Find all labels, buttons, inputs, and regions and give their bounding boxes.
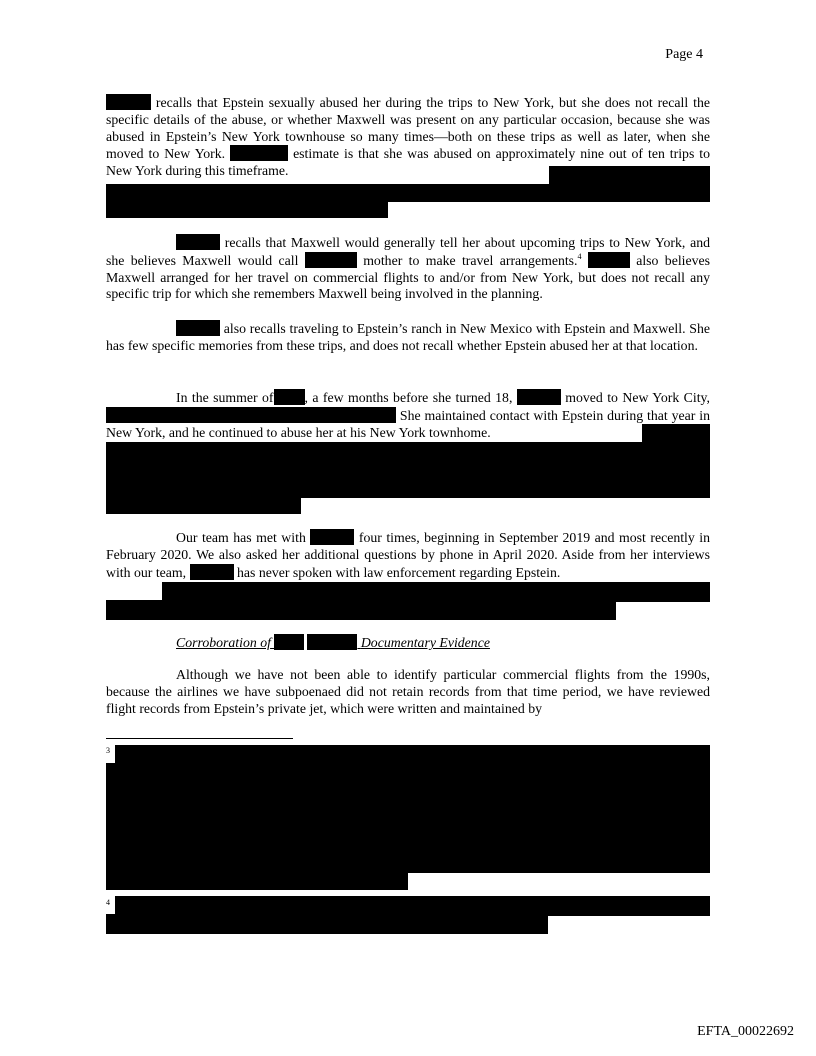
footnote-number-3: 3 [106, 746, 110, 755]
footnote-divider [106, 738, 293, 739]
redaction [106, 763, 710, 873]
redaction [106, 407, 396, 423]
redaction [106, 200, 388, 218]
paragraph-5 [106, 529, 710, 581]
paragraph-3 [106, 320, 710, 355]
footnote-number-4: 4 [106, 898, 110, 907]
redaction [176, 320, 220, 336]
paragraph-5-text-b: four times, beginning in September 2019 and most recently in February 2020. We also asked her additional questions by phone in April 2020. Aside from her interviews with our team, [106, 530, 710, 580]
redaction [307, 634, 357, 650]
redaction [230, 145, 288, 161]
redaction [106, 871, 408, 890]
redaction [176, 234, 220, 250]
redaction [274, 634, 304, 650]
redaction [106, 914, 548, 934]
paragraph-4-text-a: In the summer of [176, 390, 274, 405]
redaction [549, 166, 710, 186]
paragraph-5-text-c: has never spoken with law enforcement regarding Epstein. [237, 564, 561, 580]
document-id: EFTA_00022692 [697, 1024, 794, 1039]
redaction [106, 94, 151, 110]
paragraph-4-text-b: , a few months before she turned 18, [304, 390, 513, 405]
redaction [274, 389, 305, 405]
paragraph-2-text-b: mother to make travel arrangements. [363, 252, 578, 268]
redaction [115, 745, 710, 765]
redaction [106, 496, 301, 514]
paragraph-6 [106, 667, 710, 717]
paragraph-2-text-c: also believes Maxwell arranged for her travel on commercial flights to and/or from New York, but does not recall any specific trip for which she remembers Maxwell being involved in the planning. [106, 252, 711, 302]
redaction [106, 442, 710, 498]
redaction [305, 252, 357, 268]
redaction [642, 424, 710, 444]
section-heading [176, 634, 490, 651]
paragraph-5-text-a: Our team has met with [176, 530, 306, 545]
paragraph-4-text-d: She maintained contact with Epstein during that year in New York, and he continued to abuse her at his New York townhome. [106, 407, 710, 440]
redaction [517, 389, 561, 405]
redaction [115, 896, 710, 916]
paragraph-4 [106, 389, 710, 441]
footnote-ref-4: 4 [577, 251, 582, 261]
heading-text-a: Corroboration of [176, 635, 271, 650]
paragraph-6-text: Although we have not been able to identify particular commercial flights from the 1990s, because the airlines we have subpoenaed did not retain records from that time period, we have reviewed flight records from Epstein’s private jet, which were written and maintained by [106, 667, 710, 716]
paragraph-4-text-c: moved to New York City, [565, 390, 711, 405]
redaction [588, 252, 630, 268]
redaction [310, 529, 354, 545]
heading-text-b: Documentary Evidence [360, 635, 490, 650]
page-number: Page 4 [665, 47, 703, 62]
paragraph-2 [106, 234, 710, 303]
paragraph-1-text: recalls that Epstein sexually abused her during the trips to New York, but she does not recall the specific details of the abuse, or whether Maxwell was present on any particular occasion, because she was abused in Epstein’s New York townhouse so many times—both on these trips as well as later, when she moved to New York. [106, 95, 710, 162]
paragraph-2-text-a: recalls that Maxwell would generally tell her about upcoming trips to New York, and she believes Maxwell would call [106, 235, 710, 268]
redaction [106, 600, 616, 620]
redaction [190, 564, 234, 580]
paragraph-3-text: also recalls traveling to Epstein’s ranch in New Mexico with Epstein and Maxwell. She has few specific memories from these trips, and does not recall whether Epstein abused her at that location. [106, 321, 710, 353]
redaction [162, 582, 710, 602]
paragraph-1-text-b: estimate is that she was abused on approximately nine out of ten trips to New York during this timeframe. [106, 146, 711, 179]
